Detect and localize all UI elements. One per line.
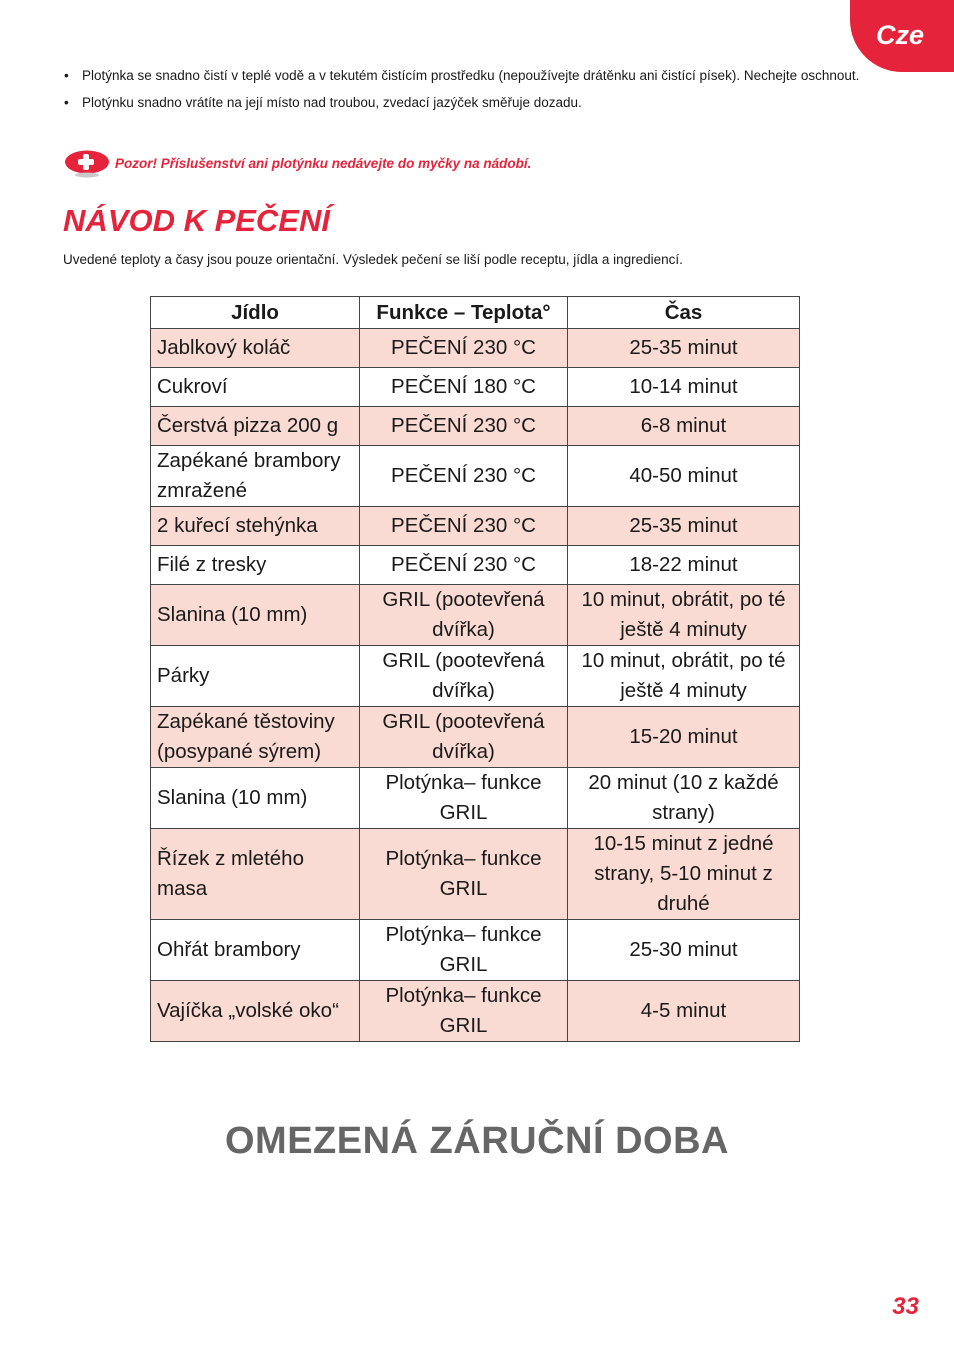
food-cell: Cukroví [151,368,360,407]
table-row [151,646,800,707]
time-cell: 40-50 minut [568,446,800,507]
header-function: Funkce – Teplota° [360,297,568,329]
table-row [151,768,800,829]
warning-text: Pozor! Příslušenství ani plotýnku nedávejte do myčky na nádobí. [115,156,532,171]
function-cell: GRIL (pootevřená dvířka) [360,585,568,646]
warranty-title: OMEZENÁ ZÁRUČNÍ DOBA [225,1120,729,1162]
cleaning-notes-list [62,62,902,116]
food-cell: Čerstvá pizza 200 g [151,407,360,446]
function-cell: Plotýnka– funkce GRIL [360,981,568,1042]
time-cell: 25-35 minut [568,329,800,368]
time-cell: 10-15 minut z jedné strany, 5-10 minut z druhé [568,829,800,920]
table-row [151,446,800,507]
function-cell: PEČENÍ 230 °C [360,546,568,585]
table-row [151,981,800,1042]
warning-hand-icon [64,150,110,178]
function-cell: PEČENÍ 180 °C [360,368,568,407]
language-tab: Cze [850,0,954,72]
time-cell: 10-14 minut [568,368,800,407]
food-cell: Ohřát brambory [151,920,360,981]
food-cell: Slanina (10 mm) [151,768,360,829]
food-cell: Jablkový koláč [151,329,360,368]
food-cell: Slanina (10 mm) [151,585,360,646]
baking-table [150,296,800,1042]
time-cell: 6-8 minut [568,407,800,446]
header-time: Čas [568,297,800,329]
time-cell: 18-22 minut [568,546,800,585]
header-food: Jídlo [151,297,360,329]
function-cell: PEČENÍ 230 °C [360,329,568,368]
table-row [151,707,800,768]
time-cell: 20 minut (10 z každé strany) [568,768,800,829]
food-cell: Řízek z mletého masa [151,829,360,920]
time-cell: 25-30 minut [568,920,800,981]
food-cell: Zapékané těstoviny (posypané sýrem) [151,707,360,768]
table-row [151,407,800,446]
food-cell: Filé z tresky [151,546,360,585]
table-row [151,829,800,920]
time-cell: 15-20 minut [568,707,800,768]
time-cell: 10 minut, obrátit, po té ještě 4 minuty [568,585,800,646]
function-cell: Plotýnka– funkce GRIL [360,768,568,829]
food-cell: Vajíčka „volské oko“ [151,981,360,1042]
food-cell: 2 kuřecí stehýnka [151,507,360,546]
table-row [151,546,800,585]
table-row [151,368,800,407]
function-cell: GRIL (pootevřená dvířka) [360,707,568,768]
intro-text: Uvedené teploty a časy jsou pouze orientační. Výsledek pečení se liší podle receptu, jídla a ingrediencí. [63,252,683,267]
time-cell: 4-5 minut [568,981,800,1042]
time-cell: 25-35 minut [568,507,800,546]
function-cell: PEČENÍ 230 °C [360,446,568,507]
function-cell: GRIL (pootevřená dvířka) [360,646,568,707]
section-title: NÁVOD K PEČENÍ [63,203,330,238]
function-cell: Plotýnka– funkce GRIL [360,829,568,920]
bullet-item: • Plotýnku snadno vrátíte na její místo nad troubou, zvedací jazýček směřuje dozadu. [62,89,902,116]
time-cell: 10 minut, obrátit, po té ještě 4 minuty [568,646,800,707]
table-row [151,507,800,546]
table-row [151,585,800,646]
bullet-item: • Plotýnka se snadno čistí v teplé vodě a v tekutém čistícím prostředku (nepoužívejte drátěnku ani čistící písek). Nechejte oschnout. [62,62,902,89]
food-cell: Zapékané brambory zmražené [151,446,360,507]
food-cell: Párky [151,646,360,707]
function-cell: PEČENÍ 230 °C [360,507,568,546]
table-row [151,920,800,981]
table-row [151,329,800,368]
page-number: 33 [892,1293,919,1320]
function-cell: Plotýnka– funkce GRIL [360,920,568,981]
function-cell: PEČENÍ 230 °C [360,407,568,446]
table-header-row [151,297,800,329]
